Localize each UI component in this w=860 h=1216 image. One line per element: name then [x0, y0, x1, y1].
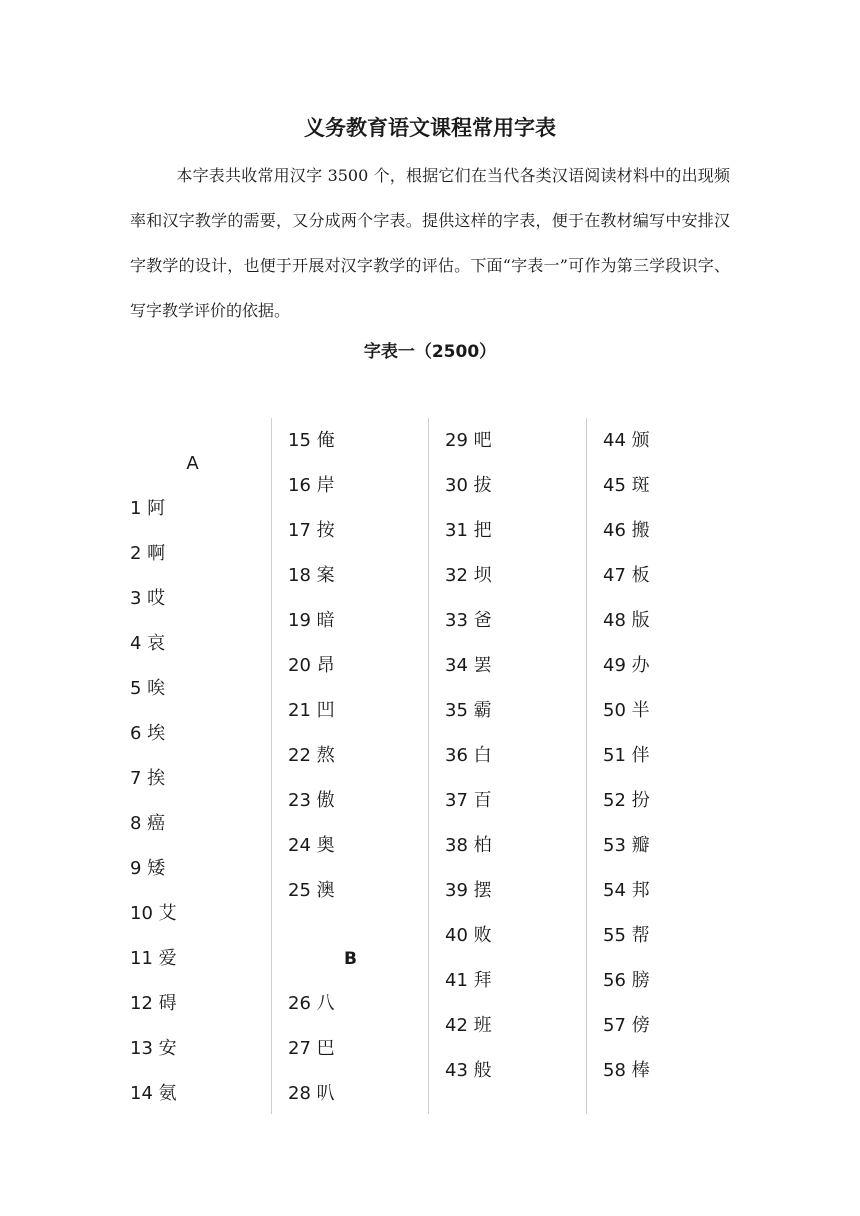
char-entry: 29 吧 — [445, 430, 492, 451]
char-entry: 53 瓣 — [603, 835, 650, 856]
char-entry: 46 搬 — [603, 520, 650, 541]
char-entry: 42 班 — [445, 1015, 492, 1036]
char-entry: 14 氨 — [130, 1083, 177, 1104]
char-column-3 — [428, 418, 586, 1114]
char-entry: 4 哀 — [130, 633, 166, 654]
char-entry: 50 半 — [603, 700, 650, 721]
char-entry: 10 艾 — [130, 903, 177, 924]
char-entry: 9 矮 — [130, 858, 166, 879]
table-subtitle: 字表一（2500） — [363, 342, 497, 362]
char-column-2 — [271, 418, 429, 1114]
char-entry: 47 板 — [603, 565, 650, 586]
char-entry: 11 爱 — [130, 948, 177, 969]
char-entry: 32 坝 — [445, 565, 492, 586]
char-entry: 44 颁 — [603, 430, 650, 451]
char-column-4 — [586, 418, 744, 1114]
char-entry: 28 叭 — [288, 1083, 335, 1104]
char-entry: 55 帮 — [603, 925, 650, 946]
char-entry: 45 斑 — [603, 475, 650, 496]
char-entry: 31 把 — [445, 520, 492, 541]
char-entry: 17 按 — [288, 520, 335, 541]
char-entry: 22 熬 — [288, 745, 335, 766]
char-entry: 27 巴 — [288, 1038, 335, 1059]
char-entry: 1 阿 — [130, 498, 166, 519]
char-entry: 5 唉 — [130, 678, 166, 699]
char-entry: 6 埃 — [130, 723, 166, 744]
char-entry: 30 拔 — [445, 475, 492, 496]
char-entry: 3 哎 — [130, 588, 166, 609]
char-entry: 7 挨 — [130, 768, 166, 789]
char-entry: 21 凹 — [288, 700, 335, 721]
char-entry: 58 棒 — [603, 1060, 650, 1081]
char-entry: 38 柏 — [445, 835, 492, 856]
intro-paragraph: 本字表共收常用汉字 3500 个，根据它们在当代各类汉语阅读材料中的出现频率和汉字教学的需要，又分成两个字表。提供这样的字表，便于在教材编写中安排汉字教学的设计，也便于开展对汉字教学的评估。下面“字表一”可作为第三学段识字、写字教学评价的依据。 — [130, 166, 730, 320]
char-entry: 39 摆 — [445, 880, 492, 901]
section-letter-b: B — [344, 949, 357, 969]
char-entry: 23 傲 — [288, 790, 335, 811]
char-entry: 51 伴 — [603, 745, 650, 766]
char-entry: 15 俺 — [288, 430, 335, 451]
char-column-1 — [114, 418, 271, 1114]
char-entry: 18 案 — [288, 565, 335, 586]
char-entry: 13 安 — [130, 1038, 177, 1059]
char-entry: 26 八 — [288, 993, 335, 1014]
char-entry: 34 罢 — [445, 655, 492, 676]
char-entry: 43 般 — [445, 1060, 492, 1081]
page-title: 义务教育语文课程常用字表 — [304, 116, 556, 140]
char-entry: 57 傍 — [603, 1015, 650, 1036]
section-letter-a: A — [186, 453, 199, 474]
char-entry: 16 岸 — [288, 475, 335, 496]
char-entry: 41 拜 — [445, 970, 492, 991]
char-entry: 8 癌 — [130, 813, 166, 834]
char-entry: 48 版 — [603, 610, 650, 631]
char-entry: 49 办 — [603, 655, 650, 676]
char-entry: 33 爸 — [445, 610, 492, 631]
char-entry: 12 碍 — [130, 993, 177, 1014]
char-entry: 20 昂 — [288, 655, 335, 676]
char-entry: 35 霸 — [445, 700, 492, 721]
char-entry: 54 邦 — [603, 880, 650, 901]
char-entry: 36 白 — [445, 745, 492, 766]
char-entry: 2 啊 — [130, 543, 166, 564]
char-entry: 24 奥 — [288, 835, 335, 856]
char-entry: 40 败 — [445, 925, 492, 946]
char-entry: 19 暗 — [288, 610, 335, 631]
char-entry: 52 扮 — [603, 790, 650, 811]
char-entry: 37 百 — [445, 790, 492, 811]
char-entry: 56 膀 — [603, 970, 650, 991]
char-entry: 25 澳 — [288, 880, 335, 901]
